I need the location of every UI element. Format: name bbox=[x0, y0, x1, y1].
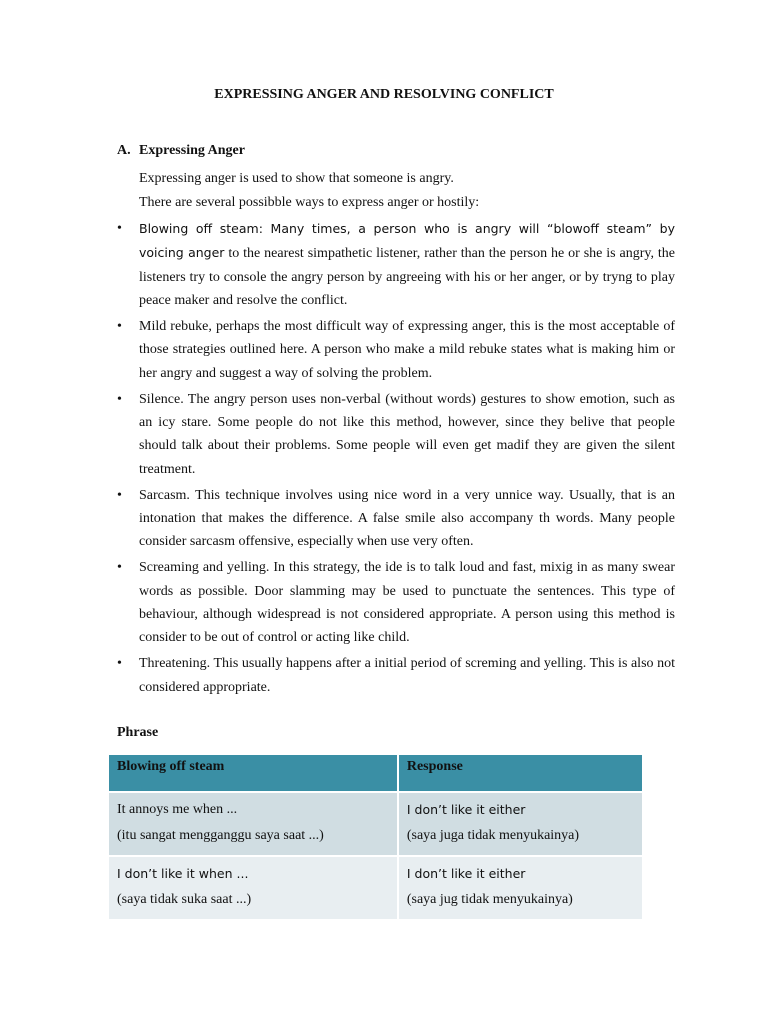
list-item-text: Threatening. This usually happens after a initial period of screming and yelling. This is also not considered appropriate. bbox=[139, 656, 675, 695]
section-letter: A. bbox=[117, 143, 131, 158]
list-item bbox=[117, 652, 675, 699]
list-item-text: Silence. The angry person uses non-verbal (without words) gestures to show emotion, such as an icy stare. Some people do not like this method, however, since they belive that people should talk about their problems. Some people will even get madif they are given the silent treatment. bbox=[139, 391, 675, 477]
section-heading-text: Expressing Anger bbox=[139, 143, 245, 158]
list-item bbox=[117, 388, 675, 481]
list-item-text: Mild rebuke, perhaps the most difficult way of expressing anger, this is the most acceptable of those strategies outlined here. A person who make a mild rebuke states what is making him or her angry and suggest a way of solving the problem. bbox=[139, 318, 675, 381]
response-translation: (saya juga tidak menyukainya) bbox=[406, 828, 580, 843]
phrase-cell bbox=[109, 857, 397, 919]
list-item bbox=[117, 556, 675, 649]
strategy-list bbox=[117, 217, 675, 702]
list-item-text: Screaming and yelling. In this strategy, the ide is to talk loud and fast, mixig in as many swear words as possible. Door slamming may be used to punctuate the sentences. This type of behaviour, although widespread is not considered appropriate. A person using this method is consider to be out of control or acting like child. bbox=[139, 560, 675, 646]
phrase-heading: Phrase bbox=[117, 725, 159, 740]
list-item bbox=[117, 217, 675, 312]
bullet-icon: • bbox=[117, 221, 122, 236]
bullet-icon: • bbox=[117, 318, 122, 334]
intro-line-2: There are several possibble ways to express anger or hostily: bbox=[139, 195, 480, 210]
phrase-translation: (itu sangat mengganggu saya saat ...) bbox=[117, 828, 324, 843]
table-header-row bbox=[109, 755, 642, 791]
list-item-text: to the nearest simpathetic listener, rather than the person he or she is angry, the listeners try to console the angry person by angreeing with his or her anger, or by tryng to play peace maker and resolve the conflict. bbox=[139, 246, 675, 308]
list-item bbox=[117, 484, 675, 554]
phrase-text: I don’t like it when ... bbox=[117, 866, 249, 881]
response-cell bbox=[399, 793, 642, 855]
response-text: I don’t like it either bbox=[406, 866, 526, 881]
response-translation: (saya jug tidak menyukainya) bbox=[406, 892, 573, 907]
intro-line-1: Expressing anger is used to show that someone is angry. bbox=[139, 171, 454, 186]
header-phrase: Blowing off steam bbox=[109, 755, 397, 791]
bullet-icon: • bbox=[117, 560, 122, 576]
document-title: EXPRESSING ANGER AND RESOLVING CONFLICT bbox=[214, 87, 554, 102]
header-response: Response bbox=[399, 755, 642, 791]
phrase-translation: (saya tidak suka saat ...) bbox=[117, 892, 252, 907]
list-item-text: Sarcasm. This technique involves using nice word in a very unnice way. Usually, that is an intonation that makes the difference. A false smile also accompany th words. Many people consider sarcasm offensive, especially when use very often. bbox=[139, 487, 675, 550]
response-cell bbox=[399, 857, 642, 919]
table-row bbox=[109, 857, 642, 919]
response-text: I don’t like it either bbox=[406, 802, 526, 817]
bullet-icon: • bbox=[117, 391, 122, 407]
phrase-text: It annoys me when ... bbox=[117, 802, 238, 817]
bullet-icon: • bbox=[117, 656, 122, 672]
bullet-icon: • bbox=[117, 487, 122, 503]
phrase-table bbox=[107, 753, 644, 921]
list-item-lead: Blowing off steam: Many times, a person who is angry will “blowoff steam” by voicing anger bbox=[139, 221, 675, 261]
list-item bbox=[117, 315, 675, 385]
table-row bbox=[109, 793, 642, 855]
phrase-cell bbox=[109, 793, 397, 855]
section-heading bbox=[117, 143, 245, 159]
